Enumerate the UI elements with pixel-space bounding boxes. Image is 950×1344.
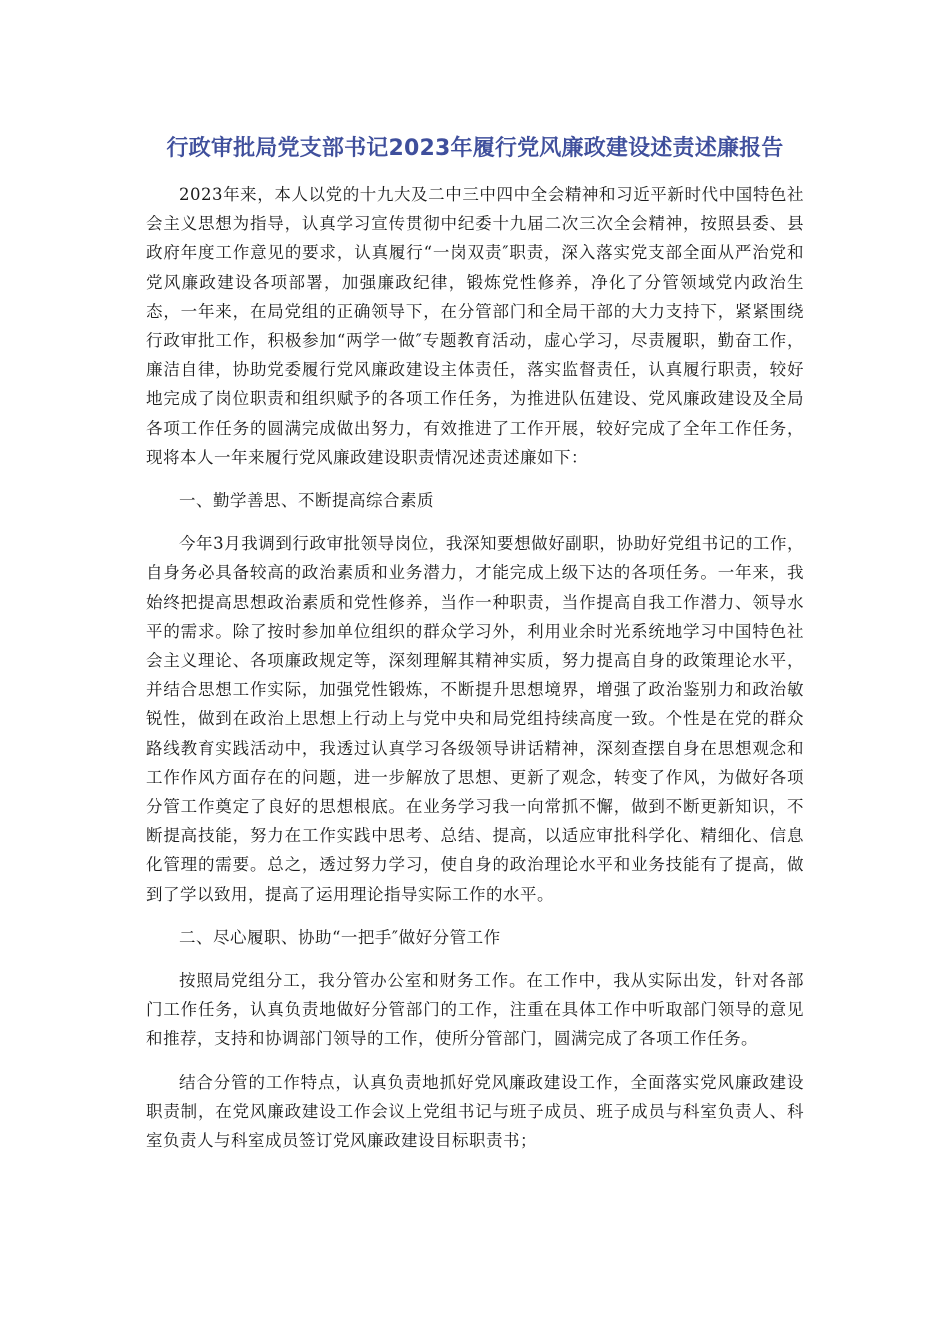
section-2-paragraph-1: 按照局党组分工，我分管办公室和财务工作。在工作中，我从实际出发，针对各部门工作任务，认真负责地做好分管部门的工作，注重在具体工作中听取部门领导的意见和推荐，支持和协调部门领导的工作，使所分管部门，圆满完成了各项工作任务。 bbox=[146, 971, 804, 1049]
section-1-paragraph: 今年3月我调到行政审批领导岗位，我深知要想做好副职，协助好党组书记的工作，自身务必具备较高的政治素质和业务潜力，才能完成上级下达的各项任务。一年来，我始终把提高思想政治素质和党性修养，当作一种职责，当作提高自我工作潜力、领导水平的需求。除了按时参加单位组织的群众学习外，利用业余时光系统地学习中国特色社会主义理论、各项廉政规定等，深刻理解其精神实质，努力提高自身的政策理论水平，并结合思想工作实际，加强党性锻炼，不断提升思想境界，增强了政治鉴别力和政治敏锐性，做到在政治上思想上行动上与党中央和局党组持续高度一致。个性是在党的群众路线教育实践活动中，我透过认真学习各级领导讲话精神，深刻查摆自身在思想观念和工作作风方面存在的问题，进一步解放了思想、更新了观念，转变了作风，为做好各项分管工作奠定了良好的思想根底。在业务学习我一向常抓不懈，做到不断更新知识，不断提高技能，努力在工作实践中思考、总结、提高，以适应审批科学化、精细化、信息化管理的需要。总之，透过努力学习，使自身的政治理论水平和业务技能有了提高，做到了学以致用，提高了运用理论指导实际工作的水平。 bbox=[146, 534, 804, 904]
document-title: 行政审批局党支部书记2023年履行党风廉政建设述责述廉报告 bbox=[166, 136, 784, 161]
section-heading-2: 二、尽心履职、协助“一把手″做好分管工作 bbox=[179, 927, 501, 947]
section-heading-1: 一、勤学善思、不断提高综合素质 bbox=[179, 491, 434, 511]
section-2-paragraph-2: 结合分管的工作特点，认真负责地抓好党风廉政建设工作，全面落实党风廉政建设职责制，在党风廉政建设工作会议上党组书记与班子成员、班子成员与科室负责人、科室负责人与科室成员签订党风廉政建设目标职责书； bbox=[146, 1072, 804, 1151]
intro-paragraph: 2023年来，本人以党的十九大及二中三中四中全会精神和习近平新时代中国特色社会主义思想为指导，认真学习宣传贯彻中纪委十九届二次三次全会精神，按照县委、县政府年度工作意见的要求，认真履行“一岗双责″职责，深入落实党支部全面从严治党和党风廉政建设各项部署，加强廉政纪律，锻炼党性修养，净化了分管领域党内政治生态，一年来，在局党组的正确领导下，在分管部门和全局干部的大力支持下，紧紧围绕行政审批工作，积极参加“两学一做″专题教育活动，虚心学习，尽责履职，勤奋工作，廉洁自律，协助党委履行党风廉政建设主体责任，落实监督责任，认真履行职责，较好地完成了岗位职责和组织赋予的各项工作任务，为推进队伍建设、党风廉政建设及全局各项工作任务的圆满完成做出努力，有效推进了工作开展，较好完成了全年工作任务，现将本人一年来履行党风廉政建设职责情况述责述廉如下： bbox=[146, 185, 804, 467]
